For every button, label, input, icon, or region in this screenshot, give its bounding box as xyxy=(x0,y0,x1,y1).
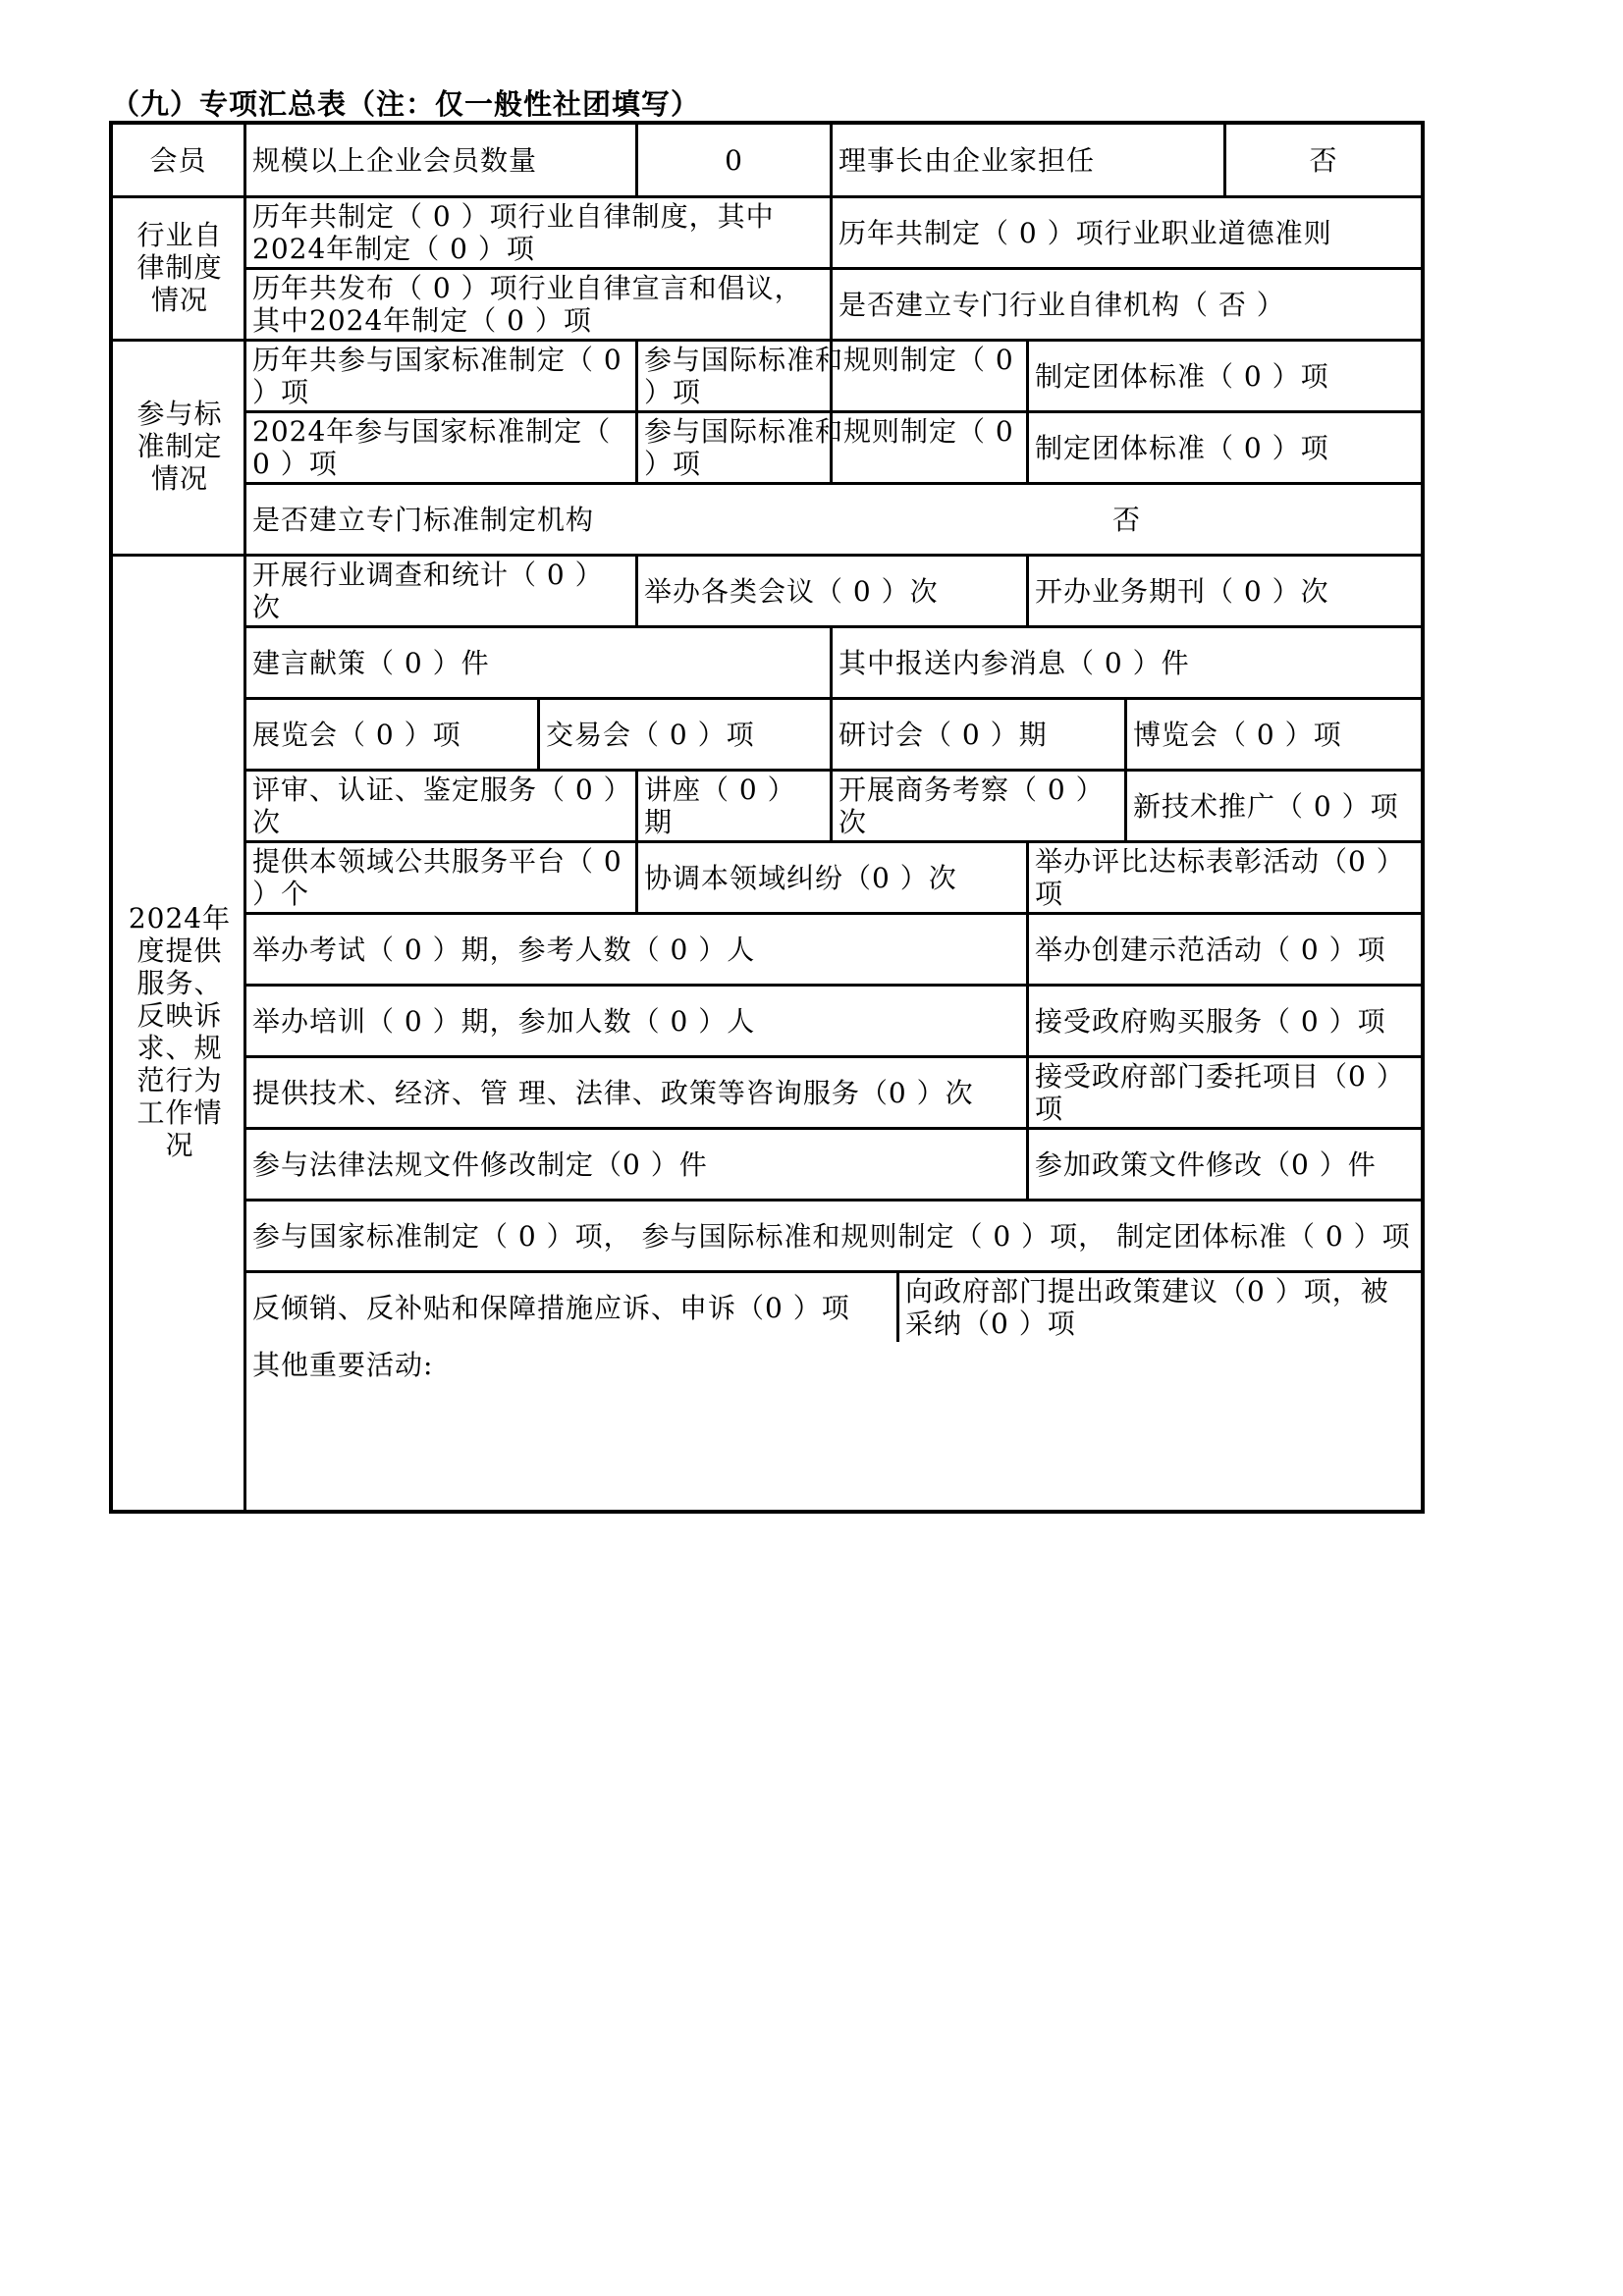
chair-entrepreneur-value: 否 xyxy=(1309,143,1338,177)
hist-national-standards: 历年共参与国家标准制定（ 0 ）项 xyxy=(252,344,622,408)
gov-purchase: 接受政府购买服务（ 0 ）项 xyxy=(1035,1004,1386,1038)
tech-promotion: 新技术推广（ 0 ）项 xyxy=(1133,789,1399,823)
y2024-group-standards: 制定团体标准（ 0 ）项 xyxy=(1035,431,1329,464)
expos: 博览会（ 0 ）项 xyxy=(1133,718,1342,751)
hist-international-standards: 参与国际标准和规则制定（ 0 ）项 xyxy=(644,344,1014,408)
advice: 建言献策（ 0 ）件 xyxy=(252,646,490,679)
section-member: 会员 xyxy=(149,143,207,177)
other-activities: 其他重要活动: xyxy=(252,1349,434,1381)
industry-survey: 开展行业调查和统计（ 0 ）次 xyxy=(252,559,604,623)
public-platform: 提供本领域公共服务平台（ 0 ）个 xyxy=(252,845,622,910)
internal-reports: 其中报送内参消息（ 0 ）件 xyxy=(839,646,1190,679)
standards-org-label: 是否建立专门标准制定机构 xyxy=(252,503,595,536)
page-title: （九）专项汇总表（注：仅一般性社团填写） xyxy=(111,87,701,121)
self-discipline-declaration: 历年共发布（ 0 ）项行业自律宣言和倡议，其中2024年制定（ 0 ）项 xyxy=(252,272,803,337)
exams: 举办考试（ 0 ）期，参考人数（ 0 ）人 xyxy=(252,933,756,966)
self-discipline-rules: 历年共制定（ 0 ）项行业自律制度，其中2024年制定（ 0 ）项 xyxy=(252,200,775,265)
scale-enterprise-value: 0 xyxy=(725,143,743,177)
section-self-discipline: 行业自律制度情况 xyxy=(136,218,223,316)
hist-group-standards: 制定团体标准（ 0 ）项 xyxy=(1035,359,1329,393)
scale-enterprise-label: 规模以上企业会员数量 xyxy=(252,143,538,177)
policy-suggestions: 向政府部门提出政策建议（0 ）项，被采纳（0 ）项 xyxy=(905,1275,1389,1340)
consulting: 提供技术、经济、管 理、法律、政策等咨询服务（0 ）次 xyxy=(252,1076,974,1109)
exhibitions: 展览会（ 0 ）项 xyxy=(252,718,461,751)
trade-remedy: 反倾销、反补贴和保障措施应诉、申诉（0 ）项 xyxy=(252,1291,850,1324)
gov-entrust: 接受政府部门委托项目（0 ）项 xyxy=(1035,1060,1405,1125)
demo-activities: 举办创建示范活动（ 0 ）项 xyxy=(1035,933,1386,966)
lectures: 讲座（ 0 ）期 xyxy=(644,774,796,838)
self-discipline-org: 是否建立专门行业自律机构（ 否 ） xyxy=(839,288,1285,321)
law-revision: 参与法律法规文件修改制定（0 ）件 xyxy=(252,1148,708,1181)
ethics-rules: 历年共制定（ 0 ）项行业职业道德准则 xyxy=(839,216,1332,249)
seminars: 研讨会（ 0 ）期 xyxy=(839,718,1048,751)
section-standards: 参与标准制定情况 xyxy=(136,398,223,495)
disputes: 协调本领域纠纷（0 ）次 xyxy=(644,861,957,894)
chair-entrepreneur-label: 理事长由企业家担任 xyxy=(839,143,1096,177)
standards-summary: 参与国家标准制定（ 0 ）项， 参与国际标准和规则制定（ 0 ）项， 制定团体标准（ 0 ）项 xyxy=(252,1219,1411,1253)
awards: 举办评比达标表彰活动（0 ）项 xyxy=(1035,845,1405,910)
y2024-national-standards: 2024年参与国家标准制定（ 0 ）项 xyxy=(252,415,612,480)
standards-org-value: 否 xyxy=(1111,503,1141,536)
training: 举办培训（ 0 ）期，参加人数（ 0 ）人 xyxy=(252,1004,756,1038)
journals: 开办业务期刊（ 0 ）次 xyxy=(1035,574,1329,608)
policy-revision: 参加政策文件修改（0 ）件 xyxy=(1035,1148,1377,1181)
summary-table xyxy=(109,121,1425,1514)
section-services: 2024年度提供服务、反映诉求、规范行为工作情况 xyxy=(128,902,232,1161)
y2024-international-standards: 参与国际标准和规则制定（ 0 ）项 xyxy=(644,415,1014,480)
reviews: 评审、认证、鉴定服务（ 0 ）次 xyxy=(252,774,619,838)
trade-fairs: 交易会（ 0 ）项 xyxy=(546,718,755,751)
business-inspections: 开展商务考察（ 0 ）次 xyxy=(839,774,1105,838)
meetings: 举办各类会议（ 0 ）次 xyxy=(644,574,939,608)
